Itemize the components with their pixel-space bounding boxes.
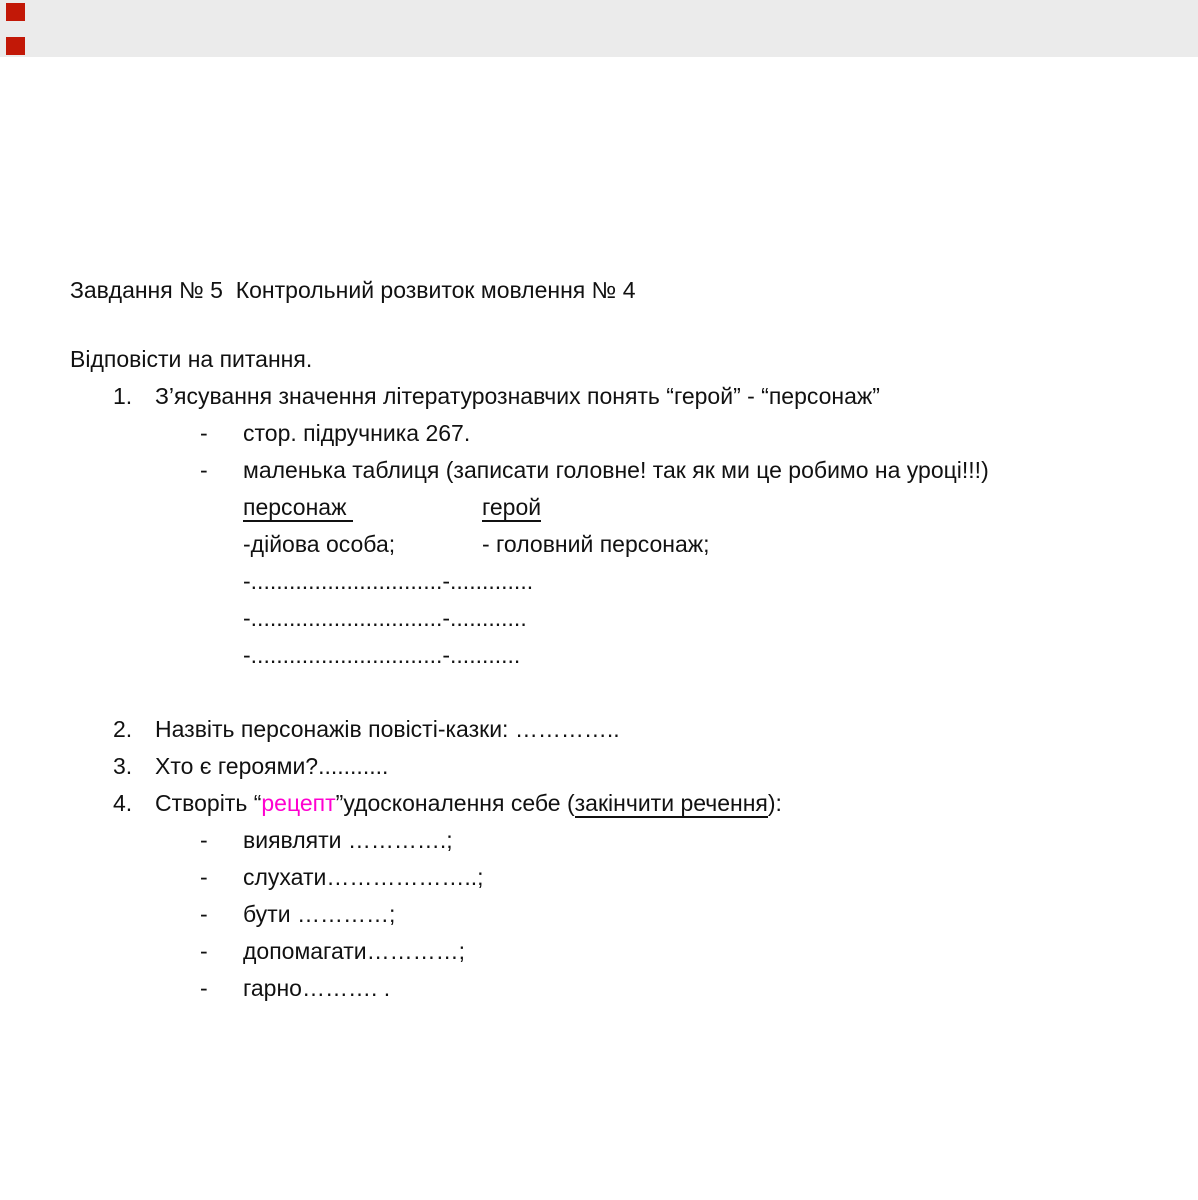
sub-item-text: виявляти ………….;: [243, 827, 453, 853]
dash-bullet: -: [200, 938, 208, 964]
dash-bullet: -: [200, 457, 208, 483]
list-number: 3.: [113, 753, 133, 779]
dotted-fill-row: -..............................-.............: [243, 568, 534, 594]
top-bar: [0, 0, 1198, 57]
sub-item-text: гарно………. .: [243, 975, 391, 1001]
dash-bullet: -: [200, 864, 208, 890]
text-segment: Створіть “: [155, 790, 262, 816]
list-number: 4.: [113, 790, 133, 816]
dotted-fill-row: -..............................-...........: [243, 642, 521, 668]
document-page: [0, 57, 1198, 1200]
text-segment: ”удосконалення себе (: [335, 790, 575, 816]
list-item-text: Хто є героями?...........: [155, 753, 389, 779]
table-cell: - головний персонаж;: [482, 531, 710, 557]
table-row: [243, 526, 1198, 563]
intro-text: Відповісти на питання.: [70, 346, 313, 372]
red-square-icon: [6, 37, 25, 55]
sub-item-text: стор. підручника 267.: [243, 420, 471, 446]
dash-bullet: -: [200, 975, 208, 1001]
dotted-fill-row: -..............................-............: [243, 605, 527, 631]
sub-item-recipe: [200, 933, 1198, 970]
dash-bullet: -: [200, 827, 208, 853]
sub-item-recipe: [200, 970, 1198, 1007]
list-item-3: [113, 748, 1198, 785]
sub-item-text: допомагати…………;: [243, 938, 466, 964]
table-header-personazh: [243, 489, 482, 526]
list-item-text: З’ясування значення літературознавчих понять “герой” - “персонаж”: [155, 383, 880, 409]
underlined-phrase: закінчити речення: [574, 790, 768, 816]
underlined-header: персонаж: [243, 494, 353, 520]
dash-bullet: -: [200, 420, 208, 446]
sub-item-recipe: [200, 896, 1198, 933]
sub-item-text: слухати………………..;: [243, 864, 484, 890]
list-number: 1.: [113, 383, 133, 409]
assignment-title: Завдання № 5 Контрольний розвиток мовлення № 4: [70, 277, 636, 303]
sub-item-recipe: [200, 859, 1198, 896]
sub-item-table-note: [200, 452, 1198, 489]
text-segment: ):: [767, 790, 782, 816]
list-number: 2.: [113, 716, 133, 742]
dash-bullet: -: [200, 901, 208, 927]
table-header-row: [243, 489, 1198, 526]
table-cell: -дійова особа;: [243, 531, 396, 557]
list-item-1: [113, 378, 1198, 415]
list-item-text: Назвіть персонажів повісті-казки: …………..: [155, 716, 620, 742]
table-header-heroy: [482, 489, 1198, 526]
sub-item-text: бути …………;: [243, 901, 396, 927]
sub-item-text: маленька таблиця (записати головне! так як ми це робимо на уроці!!!): [243, 457, 989, 483]
list-item-4: [113, 785, 1198, 822]
red-square-icon: [6, 3, 25, 21]
list-item-text: [155, 785, 1198, 822]
sub-item-page-ref: [200, 415, 1198, 452]
magenta-word: рецепт: [261, 790, 336, 816]
underlined-header: герой: [482, 494, 542, 520]
sub-item-recipe: [200, 822, 1198, 859]
list-item-2: [113, 711, 1198, 748]
